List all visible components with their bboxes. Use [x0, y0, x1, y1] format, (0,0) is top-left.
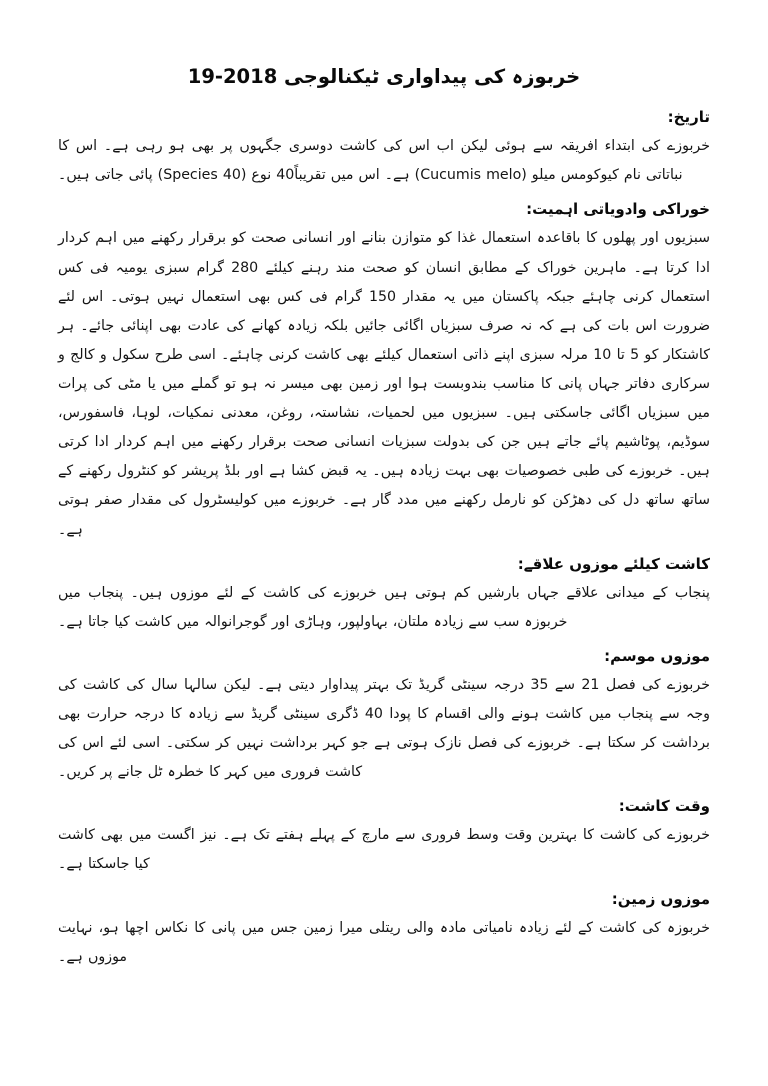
section-heading-tareekh: تاریخ:: [667, 108, 710, 127]
section-waqt-kasht: [58, 794, 710, 879]
section-heading-mauzoon-zameen: موزوں زمین:: [611, 889, 710, 908]
section-heading-khuraki-advyati-ahmiyat: خوراکی وادویاتی اہمیت:: [526, 200, 710, 219]
section-heading-mauzoon-mausam: موزوں موسم:: [604, 646, 710, 665]
section-body-khuraki-advyati-ahmiyat: سبزیوں اور پھلوں کا باقاعدہ استعمال غذا کو متوازن بنانے اور انسانی صحت کو برقرار رکھنے میں اہم کردار ادا کرتا ہے۔ ماہرین خوراک کے مطابق انسان کو صحت مند رہنے کیلئے 280 گرام سبزی یومیہ فی کس استعمال کرنی چاہئے جبکہ پاکستان میں یہ مقدار 150 گرام فی کس بھی استعمال نہیں ہوتی۔ اس لئے ضرورت اس بات کی ہے کہ نہ صرف سبزیاں اگائی جائیں بلکہ زیادہ کھانے کی عادت بھی اپنائی جائے۔ ہر کاشتکار کو 5 تا 10 مرلہ سبزی اپنے ذاتی استعمال کیلئے بھی کاشت کرنی چاہئے۔ اسی طرح سکول و کالج و سرکاری دفاتر جہاں پانی کا مناسب بندوبست ہوا اور زمین بھی میسر نہ ہو تو گملے میں یا مٹی کی پرات میں سبزیاں اگائی جاسکتی ہیں۔ سبزیوں میں لحمیات، نشاستہ، روغن، معدنی نمکیات، لوہا، فاسفورس، سوڈیم، پوٹاشیم پائے جاتے ہیں جن کی بدولت سبزیات انسانی صحت برقرار رکھنے میں اہم کردار ادا کرتی ہیں۔ خربوزے کی طبی خصوصیات بھی بہت زیادہ ہیں۔ یہ قبض کشا ہے اور بلڈ پریشر کو کنٹرول رکھنے کے ساتھ ساتھ دل کی دھڑکن کو نارمل رکھنے میں مدد گار ہے۔ خربوزے میں کولیسٹرول کی مقدار صفر ہوتی ہے۔: [58, 230, 711, 538]
section-body-waqt-kasht: خربوزے کی کاشت کا بہترین وقت وسط فروری سے مارچ کے پہلے ہفتے تک ہے۔ نیز اگست میں بھی کاشت کیا جاسکتا ہے۔: [58, 827, 710, 873]
section-mauzoon-ilaqay: [58, 552, 710, 637]
section-mauzoon-zameen: [58, 887, 710, 972]
section-body-tareekh: خربوزے کی ابتداء افریقہ سے ہوئی لیکن اب اس کی کاشت دوسری جگہوں پر بھی ہو رہی ہے۔ اس کا نباتاتی نام کیوکومس میلو (Cucumis melo) ہے۔ اس میں تقریباً40 نوع (40 Species) پائی جاتی ہیں۔: [58, 138, 710, 184]
section-tareekh: [58, 105, 710, 190]
section-heading-mauzoon-ilaqay: کاشت کیلئے موزوں علاقے:: [517, 554, 710, 573]
section-mauzoon-mausam: [58, 644, 710, 787]
section-body-mauzoon-ilaqay: پنجاب کے میدانی علاقے جہاں بارشیں کم ہوتی ہیں خربوزے کی کاشت کے لئے موزوں ہیں۔ پنجاب میں خربوزہ سب سے زیادہ ملتان، بہاولپور، وہاڑی اور گوجرانوالہ میں کاشت کیا جاتا ہے۔: [58, 584, 710, 630]
page-title: خربوزہ کی پیداواری ٹیکنالوجی 2018-19: [187, 65, 581, 88]
section-body-mauzoon-zameen: خربوزہ کی کاشت کے لئے زیادہ نامیاتی مادہ والی ریتلی میرا زمین جس میں پانی کا نکاس اچھا ہو، نہایت موزوں ہے۔: [58, 919, 710, 965]
section-heading-waqt-kasht: وقت کاشت:: [618, 797, 710, 816]
section-khuraki-advyati-ahmiyat: [58, 197, 710, 544]
section-body-mauzoon-mausam: خربوزے کی فصل 21 سے 35 درجہ سینٹی گریڈ تک بہتر پیداوار دیتی ہے۔ لیکن سالہا سال کی کاشت کی وجہ سے پنجاب میں کاشت ہونے والی اقسام کا پودا 40 ڈگری سینٹی گریڈ سے زیادہ کا درجہ حرارت بھی برداشت کر سکتا ہے۔ خربوزے کی فصل نازک ہوتی ہے جو کہر برداشت نہیں کر سکتی۔ اسی لئے اس کی کاشت فروری میں کہر کا خطرہ ٹل جانے پر کریں۔: [58, 676, 710, 781]
